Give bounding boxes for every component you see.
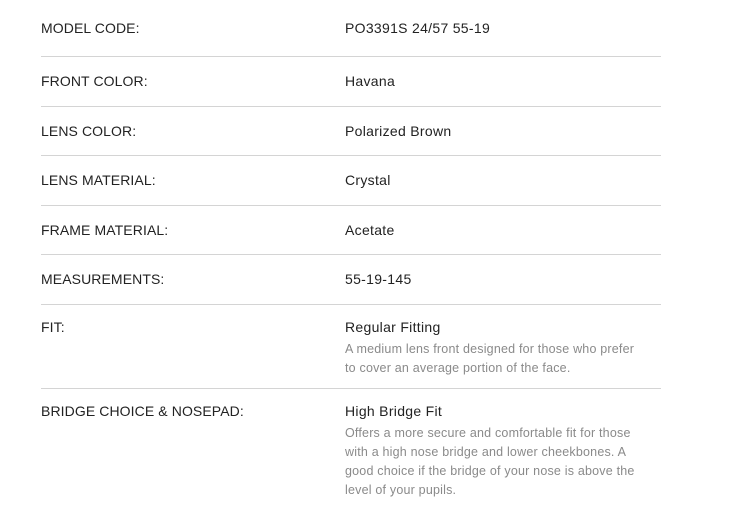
spec-description: A medium lens front designed for those who prefer to cover an average portion of the face.: [345, 341, 635, 375]
spec-label: BRIDGE CHOICE & NOSEPAD:: [41, 402, 244, 419]
spec-label: FIT:: [41, 318, 65, 335]
spec-value: High Bridge Fit: [345, 402, 443, 419]
spec-value: PO3391S 24/57 55-19: [345, 20, 491, 36]
spec-value: Crystal: [345, 172, 391, 189]
spec-value-block: [345, 319, 645, 378]
spec-row-fit: [41, 305, 661, 389]
spec-row-front-color: [41, 57, 661, 107]
spec-label: MEASUREMENTS:: [41, 271, 165, 288]
product-specs-table: [41, 0, 661, 510]
spec-label: LENS MATERIAL:: [41, 172, 156, 189]
spec-value: Havana: [345, 73, 396, 90]
spec-value-block: [345, 403, 650, 500]
spec-row-measurements: [41, 255, 661, 305]
spec-label: FRAME MATERIAL:: [41, 221, 169, 238]
spec-value: 55-19-145: [345, 271, 412, 288]
spec-description: Offers a more secure and comfortable fit for those with a high nose bridge and lower cheekbones. A good choice if the bridge of your nose is above the level of your pupils.: [345, 425, 635, 497]
spec-row-model-code: [41, 0, 661, 57]
spec-label: MODEL CODE:: [41, 20, 140, 36]
spec-value: Polarized Brown: [345, 122, 452, 139]
spec-row-frame-material: [41, 206, 661, 256]
spec-label: FRONT COLOR:: [41, 73, 148, 90]
spec-row-bridge-choice: [41, 389, 661, 510]
spec-value: Regular Fitting: [345, 318, 441, 335]
spec-label: LENS COLOR:: [41, 122, 137, 139]
spec-value: Acetate: [345, 221, 395, 238]
spec-row-lens-material: [41, 156, 661, 206]
spec-row-lens-color: [41, 107, 661, 157]
